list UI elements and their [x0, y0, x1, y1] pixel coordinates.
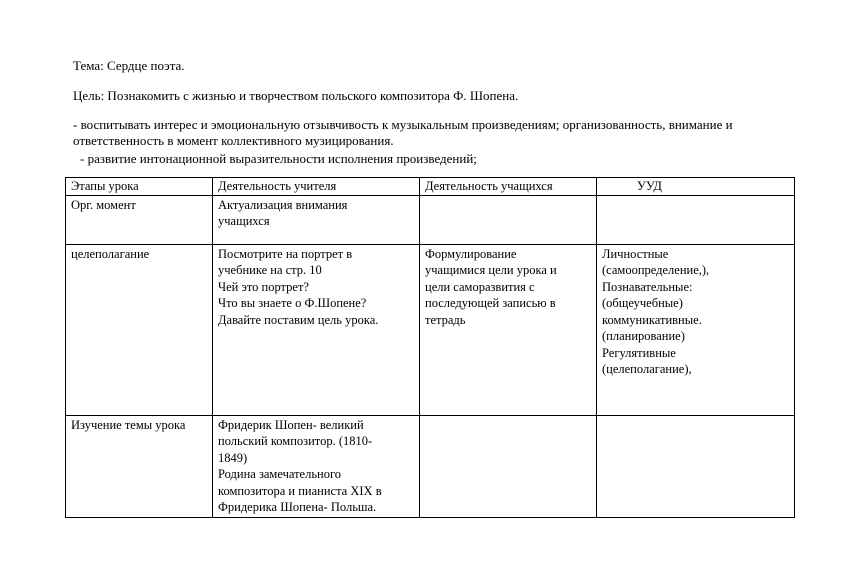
lesson-plan-table [65, 177, 795, 518]
table-row [66, 195, 795, 244]
table-row [66, 244, 795, 415]
cell-students [420, 195, 597, 244]
header-uud: УУД [597, 178, 795, 196]
cell-uud: Личностные (самоопределение,), Познавательные: (общеучебные) коммуникативные. (планирование) Регулятивные (целеполагание), [597, 244, 795, 415]
cell-stage: Изучение темы урока [66, 415, 213, 517]
cell-teacher: Фридерик Шопен- великий польский композитор. (1810- 1849) Родина замечательного композитора и пианиста XIX в Фридерика Шопена- Польша. [213, 415, 420, 517]
cell-teacher: Актуализация внимания учащихся [213, 195, 420, 244]
lesson-topic: Тема: Сердце поэта. [73, 58, 185, 73]
cell-stage: целеполагание [66, 244, 213, 415]
cell-teacher: Посмотрите на портрет в учебнике на стр. 10 Чей это портрет? Что вы знаете о Ф.Шопене? Давайте поставим цель урока. [213, 244, 420, 415]
header-students: Деятельность учащихся [420, 178, 597, 196]
lesson-task-line: - развитие интонационной выразительности исполнения произведений; [80, 151, 477, 166]
cell-students: Формулирование учащимися цели урока и цели саморазвития с последующей записью в тетрадь [420, 244, 597, 415]
lesson-task-line: ответственность в момент коллективного музицирования. [73, 133, 394, 148]
cell-uud [597, 415, 795, 517]
header-stage: Этапы урока [66, 178, 213, 196]
cell-uud [597, 195, 795, 244]
cell-students [420, 415, 597, 517]
lesson-task-line: - воспитывать интерес и эмоциональную отзывчивость к музыкальным произведениям; организованность, внимание и [73, 117, 733, 132]
table-header-row [66, 178, 795, 196]
cell-stage: Орг. момент [66, 195, 213, 244]
lesson-goal: Цель: Познакомить с жизнью и творчеством польского композитора Ф. Шопена. [73, 88, 519, 103]
table-row [66, 415, 795, 517]
header-teacher: Деятельность учителя [213, 178, 420, 196]
